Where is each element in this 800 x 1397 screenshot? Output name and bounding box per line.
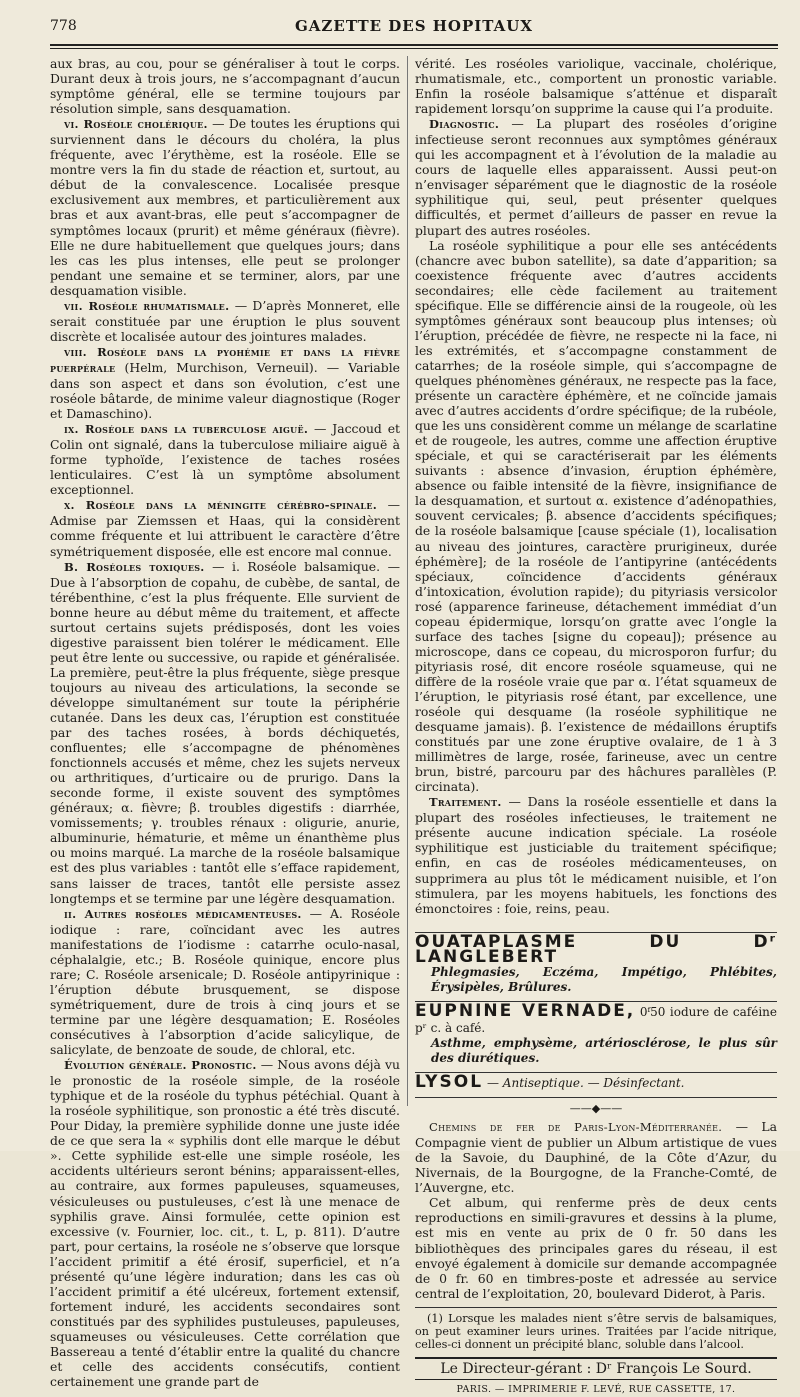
director-signature: Le Directeur-gérant : Dʳ François Le Sourd. xyxy=(415,1357,777,1380)
paragraph xyxy=(50,298,400,344)
paragraph-text: (Helm, Murchison, Verneuil). — Variable dans son aspect et dans son évolution, c’est une roséole bâtarde, de minime valeur diagnostique (Roger et Damaschino). xyxy=(50,359,400,422)
paragraph-text: — A. Roséole iodique : rare, coïncidant avec les autres manifestations de l’iodisme : catarrhe oculo-nasal, céphalalgie, etc.; B. Roséole quinique, encore plus rare; C. Roséole arsenicale; D. Roséole antipyrinique : l’éruption débute brusquement, se dispose symétriquement, dure de trois à cinq jours et se termine par une légère desquamation; E. Roséoles consécutives à l’absorption d’acide salicylique, de salicylate, de benzoate de soude, de chloral, etc. xyxy=(50,905,400,1058)
ad-lysol xyxy=(415,1072,777,1093)
paragraph xyxy=(415,794,777,915)
ad-eupnine-title: EUPNINE VERNADE, xyxy=(415,1000,636,1021)
advertisements xyxy=(415,932,777,1116)
paragraph-text: aux bras, au cou, pour se généraliser à tout le corps. Durant deux à trois jours, ne s’accompagnant d’aucun symptôme général, elle se termine toujours par résolution simple, sans desquamation. xyxy=(50,56,400,117)
paragraph-lead: Diagnostic. xyxy=(429,117,500,132)
paragraph xyxy=(50,906,400,1057)
ad-eupnine-dose: 0ᶠ50 iodure de caféine pʳ c. à café. xyxy=(415,1004,777,1035)
paragraph-text: — De toutes les éruptions qui surviennent dans le décours du choléra, la plus fréquente, avec l’érythème, est la roséole. Elle se montre vers la fin du stade de réaction et, surtout, au début de la convalescence. Localisée presque exclusivement aux membres, et particulièrement aux bras et aux avant-bras, elle peut s’accompagner de symptômes locaux (prurit) et même généraux (fièvre). Elle ne dure habituellement que quelques jours; dans les cas les plus intenses, elle peut se prolonger pendant une semaine et se terminer, alors, par une desquamation visible. xyxy=(50,116,400,298)
footnote xyxy=(415,1307,777,1351)
paragraph-lead: vii. Roséole rhumatismale. xyxy=(64,298,230,313)
paragraph xyxy=(50,1057,400,1389)
paragraph-text: — Admise par Ziemssen et Haas, qui la considèrent comme fréquente et lui attribuent le caractère d’être symétriquement disposée, elle est encore mal connue. xyxy=(50,497,400,559)
ad-rule xyxy=(415,1097,777,1098)
ornament-icon: ——◆—— xyxy=(569,1102,623,1116)
paragraph-lead: B. Roséoles toxiques. xyxy=(64,559,205,574)
footnote-text: (1) Lorsque les malades nient s’être servis de balsamiques, on peut examiner leurs urines. Traitées par l’acide nitrique, celles-ci donnent un précipité blanc, soluble dans l’alcool. xyxy=(415,1311,777,1351)
journal-title: GAZETTE DES HOPITAUX xyxy=(294,17,533,35)
paragraph xyxy=(50,116,400,298)
paragraph-lead: ix. Roséole dans la tuberculose aiguë. xyxy=(64,422,309,437)
railway-notice-2: Cet album, qui renferme près de deux cents reproductions en simili-gravures et dessins à la plume, est mis en vente au prix de 0 fr. 50 dans les bibliothèques des principales gares du réseau, il est envoyé également à domicile sur demande accompagnée de 0 fr. 60 en timbres-poste et adressée au service central de l’exploitation, 20, boulevard Diderot, à Paris. xyxy=(415,1195,777,1301)
column-divider xyxy=(407,56,408,1106)
header-rule xyxy=(50,44,778,49)
paragraph-lead: vi. Roséole cholérique. xyxy=(64,117,208,132)
ad-eupnine-subtitle: Asthme, emphysème, artériosclérose, le plus sûr des diurétiques. xyxy=(431,1035,777,1065)
right-column xyxy=(415,56,777,1397)
paragraph xyxy=(50,421,400,497)
paragraph xyxy=(415,56,777,116)
paragraph-text: — Dans la roséole essentielle et dans la plupart des roséoles infectieuses, le traitement ne présente aucune indication spéciale. La roséole syphilitique est justiciable du traitement spécifique; enfin, en cas de roséoles médicamenteuses, on supprimera au plus tôt le médicament nuisible, et l’on stimulera, par les moyens habituels, les fonctions des émonctoires : foie, reins, peau. xyxy=(415,794,777,916)
paragraph-text: La roséole syphilitique a pour elle ses antécédents (chancre avec bubon satellite), sa date d’apparition; sa coexistence fréquente avec d’autres accidents secondaires; elle cède facilement au traitement spécifique. Elle se différencie ainsi de la rougeole, où les symptômes généraux sont beaucoup plus intenses; où l’éruption, précédée de fièvre, ne respecte ni la face, ni les extrémités, et s’accompagne constamment de catarrhes; de la roséole simple, qui s’accompagne de quelques phénomènes généraux, ne respecte pas la face, présente un caractère éphémère, et ne coïncide jamais avec d’autres accidents d’ordre spécifique; de la rubéole, que les uns considèrent comme un mélange de scarlatine et de rougeole, les autres, comme une affection éruptive spéciale, et qui se caractériserait par les éléments suivants : absence d’invasion, éruption éphémère, absence ou faible intensité de la fièvre, insignifiance de la desquamation, et surtout α. existence d’adénopathies, souvent cervicales; β. absence d’accidents spécifiques; de la roséole balsamique [cause spéciale (1), localisation au niveau des jointures, caractère prurigineux, durée éphémère]; de la roséole de l’antipyrine (antécédents spéciaux, coïncidence d’accidents généraux d’intoxication, évolution rapide); du pityriasis versicolor rosé (apparence farineuse, détachement immédiat d’un copeau épidermique, lorsqu’on gratte avec l’ongle la surface des taches [signe du copeau]); présence au microscope, dans ce copeau, du microsporon furfur; du pityriasis rosé, dit encore roséole squameuse, qui ne diffère de la roséole vraie que par α. l’état squameux de l’éruption, le pityriasis rosé étant, par excellence, une roséole qui desquame (la roséole syphilitique ne desquame jamais). β. l’existence de médaillons éruptifs constitués par une zone éruptive ovalaire, de 1 à 3 millimètres de large, rosée, farineuse, avec un centre brun, bistré, parcouru par des hâchures parallèles (P. circinata). xyxy=(415,237,777,795)
railway-notice xyxy=(415,1119,777,1195)
paragraph-text: — Nous avons déjà vu le pronostic de la roséole simple, de la roséole typhique et de la roséole du typhus pétéchial. Quant à la roséole syphilitique, son pronostic a été très discuté. Pour Diday, la première syphilide donne une juste idée de ce que sera la « syphilis dont elle marque le début ». Cette syphilide est-elle une simple roséole, les accidents ultérieurs seront bénins; apparaissent-elles, au contraire, aux formes papuleuses, squameuses, vésiculeuses ou pustuleuses, c’est là une menace de syphilis grave. Ainsi formulée, cette opinion est excessive (v. Fournier, loc. cit., t. L, p. 811). D’autre part, pour certains, la roséole ne s’observe que lorsque l’accident primitif a été érosif, superficiel, et n’a présenté qu’une légère induration; dans les cas où l’accident primitif a été ulcéreux, fortement extensif, fortement induré, les accidents secondaires sont constitués par des syphilides pustuleuses, papuleuses, squameuses ou vésiculeuses. Cette corrélation que Bassereau a tenté d’établir entre la qualité du chancre et celle des accidents consécutifs, contient certainement une grande part de xyxy=(50,1057,400,1390)
page-header xyxy=(50,14,778,40)
ad-lysol-title: LYSOL xyxy=(415,1072,484,1093)
paragraph xyxy=(50,497,400,558)
railway-notice-text: — La Compagnie vient de publier un Album artistique de vues de la Savoie, du Dauphiné, de la Côte d’Azur, du Nivernais, de la Bourgogne, de la Franche-Comté, de l’Auvergne, etc. xyxy=(415,1119,778,1196)
ad-eupnine xyxy=(415,1000,777,1036)
paragraph xyxy=(50,344,400,421)
paragraph-lead: viii. Roséole dans la pyohémie et dans la fièvre puerpérale xyxy=(50,344,400,375)
railway-notice-lead: Chemins de fer de Paris-Lyon-Méditerranée. xyxy=(429,1120,723,1135)
printer-imprint: PARIS. — IMPRIMERIE F. LEVÉ, RUE CASSETTE, 17. xyxy=(456,1383,736,1395)
paragraph xyxy=(415,238,777,795)
paragraph-text: — D’après Monneret, elle serait constituée par une éruption le plus souvent discrète et localisée autour des jointures malades. xyxy=(50,297,400,344)
ad-lysol-tagline: — Antiseptique. — Désinfectant. xyxy=(486,1076,685,1091)
ad-ouataplasme-subtitle: Phlegmasies, Eczéma, Impétigo, Phlébites, Érysipèles, Brûlures. xyxy=(431,964,777,994)
paragraph xyxy=(50,559,400,906)
paragraph-text: — La plupart des roséoles d’origine infectieuse seront reconnues aux symptômes généraux qui les accompagnent et à l’évolution de la maladie au cours de laquelle elles apparaissent. Aussi peut-on n’envisager séparément que le diagnostic de la roséole syphilitique qui, seul, peut présenter quelques difficultés, et permet d’ailleurs de passer en revue la plupart des autres roséoles. xyxy=(415,116,777,238)
paragraph-text: — i. Roséole balsamique. — Due à l’absorption de copahu, de cubèbe, de santal, de térébenthine, c’est la plus fréquente. Elle survient de bonne heure au début même du traitement, et affecte surtout certains sujets prédisposés, dont les voies digestive paraissent bien tolérer le médicament. Elle peut être lente ou successive, ou rapide et généralisée. La première, peut-être la plus fréquente, siège presque toujours au niveau des articulations, la seconde se développe simultanément sur toute la périphérie cutanée. Dans les deux cas, l’éruption est constituée par des taches rosées, à bords déchiquetés, confluentes; elle s’accompagne de phénomènes fonctionnels accusés et même, chez les sujets nerveux ou arthritiques, d’urticaire ou de prurigo. Dans la seconde forme, il existe souvent des symptômes généraux; α. fièvre; β. troubles digestifs : diarrhée, vomissements; γ. troubles rénaux : oligurie, anurie, albuminurie, hématurie, et même un énanthème plus ou moins marqué. La marche de la roséole balsamique est des plus variables : tantôt elle s’efface rapidement, sans laisser de traces, tantôt elle persiste assez longtemps et se termine par une légère desquamation. xyxy=(50,558,400,906)
right-column-text xyxy=(415,56,777,916)
left-column xyxy=(50,56,400,1389)
paragraph-lead: x. Roséole dans la méningite cérébro-spinale. xyxy=(64,498,378,513)
ad-ouataplasme-title: OUATAPLASME DU Dʳ LANGLEBERT xyxy=(415,931,777,967)
paragraph-text: — Jaccoud et Colin ont signalé, dans la tuberculose miliaire aiguë à forme typhoïde, l’existence de taches rosées lenticulaires. C’est là un symptôme absolument exceptionnel. xyxy=(50,421,401,498)
paragraph-lead: ii. Autres roséoles médicamenteuses. xyxy=(64,906,302,921)
paragraph xyxy=(50,56,400,116)
paragraph-lead: Traitement. xyxy=(429,795,502,810)
paragraph xyxy=(415,116,777,237)
paragraph-lead: Évolution générale. Pronostic. xyxy=(64,1058,257,1073)
paragraph-text: vérité. Les roséoles variolique, vaccinale, cholérique, rhumatismale, etc., comportent un pronostic variable. Enfin la roséole balsamique s’atténue et disparaît rapidement lorsqu’on supprime la cause qui l’a produite. xyxy=(415,56,777,117)
page-number: 778 xyxy=(50,18,77,34)
